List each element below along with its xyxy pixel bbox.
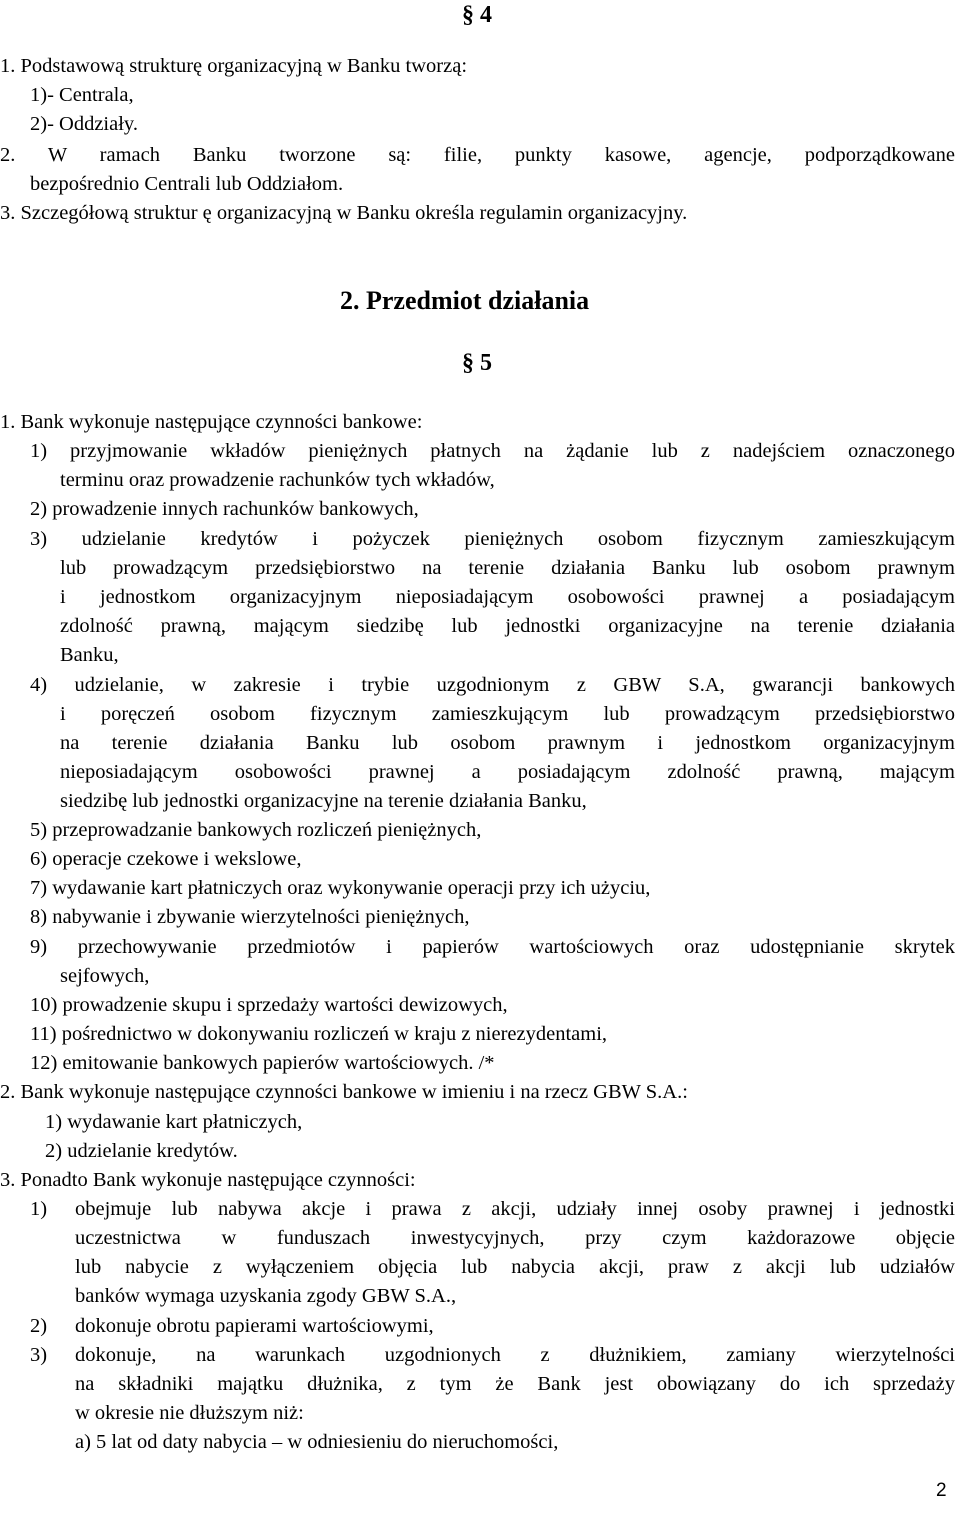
section-5-line: 5) przeprowadzanie bankowych rozliczeń pieniężnych, [30,819,482,841]
section-5-line: lub prowadzącym przedsiębiorstwo na terenie działania Banku lub osobom prawnym [60,557,955,579]
section-5-line: 2) udzielanie kredytów. [45,1140,238,1162]
section-5-line: na składniki majątku dłużnika, z tym że Bank jest obowiązany do ich sprzedaży [75,1373,955,1395]
section-5-line: 4) udzielanie, w zakresie i trybie uzgodnionym z GBW S.A, gwarancji bankowych [30,674,955,696]
section-5-line: lub nabycie z wyłączeniem objęcia lub nabycia akcji, praw z akcji lub udziałów [75,1256,955,1278]
section-5-line: Banku, [60,644,119,666]
section-5-line: 7) wydawanie kart płatniczych oraz wykonywanie operacji przy ich użyciu, [30,877,651,899]
page-number: 2 [936,1480,947,1501]
section-5-line: 1) przyjmowanie wkładów pieniężnych płatnych na żądanie lub z nadejściem oznaczonego [30,440,955,462]
section-5-line: 11) pośrednictwo w dokonywaniu rozliczeń w kraju z nierezydentami, [30,1023,608,1045]
section-5-line: 6) operacje czekowe i wekslowe, [30,848,302,870]
section-4-line: 2)- Oddziały. [30,113,138,135]
section-5-line: 2) prowadzenie innych rachunków bankowych, [30,498,419,520]
section-5-line: siedzibę lub jednostki organizacyjne na terenie działania Banku, [60,790,587,812]
section-5-line: 1) wydawanie kart płatniczych, [45,1111,303,1133]
section-5-line: 3. Ponadto Bank wykonuje następujące czynności: [0,1169,416,1191]
section-5-mark: § 5 [462,350,492,376]
section-5-line: 3) udzielanie kredytów i pożyczek pieniężnych osobom fizycznym zamieszkującym [30,528,955,550]
section-5-line: dokonuje obrotu papierami wartościowymi, [75,1315,434,1337]
section-5-line: 8) nabywanie i zbywanie wierzytelności pieniężnych, [30,906,470,928]
section-5-line: i poręczeń osobom fizycznym zamieszkującym lub prowadzącym przedsiębiorstwo [60,703,955,725]
item-number: 2) [30,1315,48,1337]
item-number: 3) [30,1344,48,1366]
section-5-line: 9) przechowywanie przedmiotów i papierów wartościowych oraz udostępnianie skrytek [30,936,955,958]
section-5-line: a) 5 lat od daty nabycia – w odniesieniu do nieruchomości, [75,1431,559,1453]
chapter-heading: 2. Przedmiot działania [340,286,590,315]
section-5-line: terminu oraz prowadzenie rachunków tych wkładów, [60,469,495,491]
section-5-line: 12) emitowanie bankowych papierów wartościowych. /* [30,1052,495,1074]
section-4-line: 2. W ramach Banku tworzone są: filie, punkty kasowe, agencje, podporządkowane [0,144,955,166]
section-5-line: 10) prowadzenie skupu i sprzedaży wartości dewizowych, [30,994,508,1016]
section-5-line: banków wymaga uzyskania zgody GBW S.A., [75,1285,457,1307]
section-4-mark: § 4 [462,2,492,28]
section-4-line: bezpośrednio Centrali lub Oddziałom. [30,173,344,195]
section-4-line: 1. Podstawową strukturę organizacyjną w Banku tworzą: [0,55,468,77]
section-4-line: 1)- Centrala, [30,84,134,106]
section-4-line: 3. Szczegółową struktur ę organizacyjną w Banku określa regulamin organizacyjny. [0,202,688,224]
section-5-line: uczestnictwa w funduszach inwestycyjnych, przy czym każdorazowe objęcie [75,1227,955,1249]
section-5-line: 2. Bank wykonuje następujące czynności bankowe w imieniu i na rzecz GBW S.A.: [0,1081,688,1103]
section-5-line: na terenie działania Banku lub osobom prawnym i jednostkom organizacyjnym [60,732,955,754]
item-number: 1) [30,1198,48,1220]
section-5-line: 1. Bank wykonuje następujące czynności bankowe: [0,411,423,433]
section-5-line: obejmuje lub nabywa akcje i prawa z akcji, udziały innej osoby prawnej i jednostki [75,1198,955,1220]
section-5-line: zdolność prawną, mającym siedzibę lub jednostki organizacyjne na terenie działania [60,615,955,637]
section-5-line: w okresie nie dłuższym niż: [75,1402,304,1424]
section-5-line: nieposiadającym osobowości prawnej a posiadającym zdolność prawną, mającym [60,761,955,783]
section-5-line: dokonuje, na warunkach uzgodnionych z dłużnikiem, zamiany wierzytelności [75,1344,955,1366]
section-5-line: i jednostkom organizacyjnym nieposiadającym osobowości prawnej a posiadającym [60,586,955,608]
section-5-line: sejfowych, [60,965,150,987]
